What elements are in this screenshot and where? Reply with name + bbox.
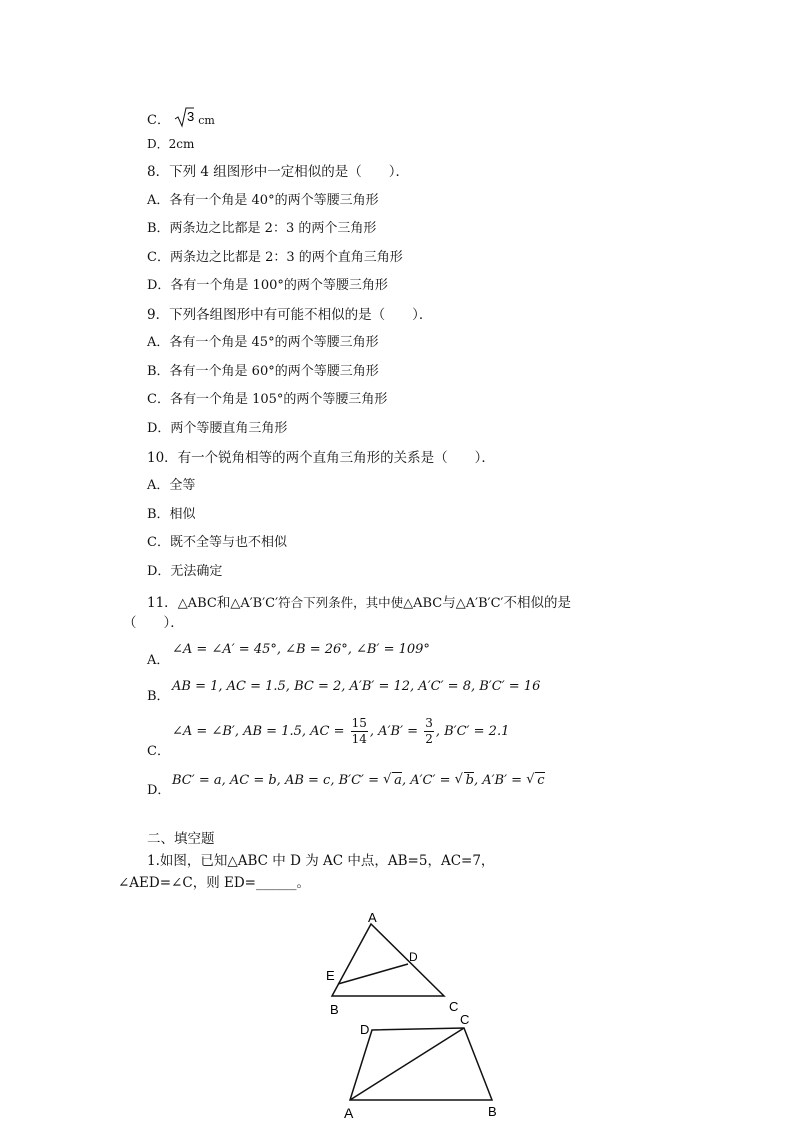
label-b: B [488, 1104, 497, 1119]
option-c-prev [147, 106, 215, 130]
q11-mid: 符合下列条件，其中使 [278, 595, 404, 610]
label-c: C [460, 1012, 470, 1027]
math-part: , B′C′ = 2.1 [435, 724, 510, 739]
triangle-abc: △ABC [177, 596, 217, 611]
q11-option-a-math: ∠A = ∠A′ = 45°, ∠B = 26°, ∠B′ = 109° [172, 642, 430, 657]
section-title: 二、填空题 [147, 831, 215, 847]
triangle-abc-prime: △A′B′C′ [455, 596, 504, 611]
option-d-prev: D．2cm [147, 137, 195, 151]
sqrt-sign-icon [174, 106, 194, 128]
q9-option-a: A．各有一个角是 45°的两个等腰三角形 [147, 335, 379, 350]
q11-option-c-label: C． [147, 744, 170, 759]
q11-with: 与 [442, 595, 456, 611]
q11-stem-line2: （ ）． [123, 615, 184, 631]
q11-option-b-math: AB = 1, AC = 1.5, BC = 2, A′B′ = 12, A′C′ = 8, B′C′ = 16 [172, 679, 541, 694]
q8-option-c: C．两条边之比都是 2：3 的两个直角三角形 [147, 250, 403, 265]
q11-and: 和 [216, 595, 231, 611]
fraction-numerator: 3 [425, 716, 433, 730]
option-label: C． [147, 113, 170, 128]
fill-q1-line1: 1.如图，已知△ABC 中 D 为 AC 中点，AB=5，AC=7， [147, 853, 495, 869]
math-part: BC′ = a, AC = b, AB = c, B′C′ = [172, 773, 380, 788]
label-a: A [344, 1105, 354, 1121]
fraction [424, 716, 434, 747]
triangle-abc-shape [332, 924, 444, 996]
q8-option-a: A．各有一个角是 40°的两个等腰三角形 [147, 193, 379, 208]
q11-option-d-label: D． [147, 783, 171, 798]
sqrt-b [454, 772, 474, 788]
q11-option-b-label: B． [147, 689, 170, 704]
unit: cm [198, 114, 215, 127]
q8-option-b: B．两条边之比都是 2：3 的两个三角形 [147, 221, 377, 236]
q8-option-d: D．各有一个角是 100°的两个等腰三角形 [147, 278, 388, 293]
sqrt-a [383, 772, 402, 788]
fraction-denominator: 14 [351, 732, 367, 746]
label-d: D [360, 1022, 370, 1037]
q10-option-b: B．相似 [147, 507, 196, 522]
sqrt-sign-icon: √ [454, 772, 463, 787]
label-e: E [326, 968, 335, 983]
q11-stem [147, 594, 571, 613]
q11-option-c-math [172, 715, 509, 749]
trapezoid-figure [334, 1010, 514, 1123]
label-a: A [368, 910, 377, 925]
q11-tail: 不相似的是 [503, 595, 571, 611]
sqrt-sign-icon: √ [526, 772, 535, 787]
q11-option-d-math [172, 772, 545, 790]
math-part: ∠A = ∠B′, AB = 1.5, AC = [172, 724, 345, 739]
q11-number: 11． [147, 595, 178, 611]
radicand: a [394, 773, 402, 788]
q10-option-c: C．既不全等与也不相似 [147, 535, 287, 550]
triangle-abc-prime: △A′B′C′ [230, 596, 279, 611]
radicand: 3 [187, 109, 195, 124]
trapezoid-abcd-shape [350, 1028, 492, 1100]
fraction-numerator: 15 [351, 716, 367, 730]
fraction-denominator: 2 [425, 732, 433, 746]
q9-stem: 9．下列各组图形中有可能不相似的是（ ）． [147, 307, 433, 323]
q10-stem: 10．有一个锐角相等的两个直角三角形的关系是（ ）． [147, 450, 495, 466]
diagonal-ac [350, 1028, 464, 1100]
math-part: , A′B′ = [369, 724, 419, 739]
sqrt-c [526, 772, 545, 788]
q9-option-d: D．两个等腰直角三角形 [147, 421, 288, 436]
label-b: B [330, 1002, 339, 1017]
radicand: c [537, 773, 545, 788]
radicand: b [465, 773, 474, 788]
math-part: , A′B′ = [473, 773, 523, 788]
q10-option-d: D．无法确定 [147, 564, 223, 579]
triangle-figure [318, 906, 478, 1021]
triangle-abc: △ABC [403, 596, 443, 611]
q10-option-a: A．全等 [147, 478, 196, 493]
q8-stem: 8．下列 4 组图形中一定相似的是（ ）． [147, 164, 410, 180]
fill-q1-line2: ∠AED=∠C，则 ED=______。 [118, 875, 310, 891]
label-d: D [409, 950, 418, 964]
label-c: C [449, 999, 459, 1014]
q11-option-a-label: A． [147, 653, 170, 668]
fraction [351, 716, 368, 747]
q9-option-b: B．各有一个角是 60°的两个等腰三角形 [147, 364, 379, 379]
sqrt-sign-icon: √ [383, 772, 392, 787]
math-part: , A′C′ = [401, 773, 451, 788]
q9-option-c: C．各有一个角是 105°的两个等腰三角形 [147, 392, 388, 407]
